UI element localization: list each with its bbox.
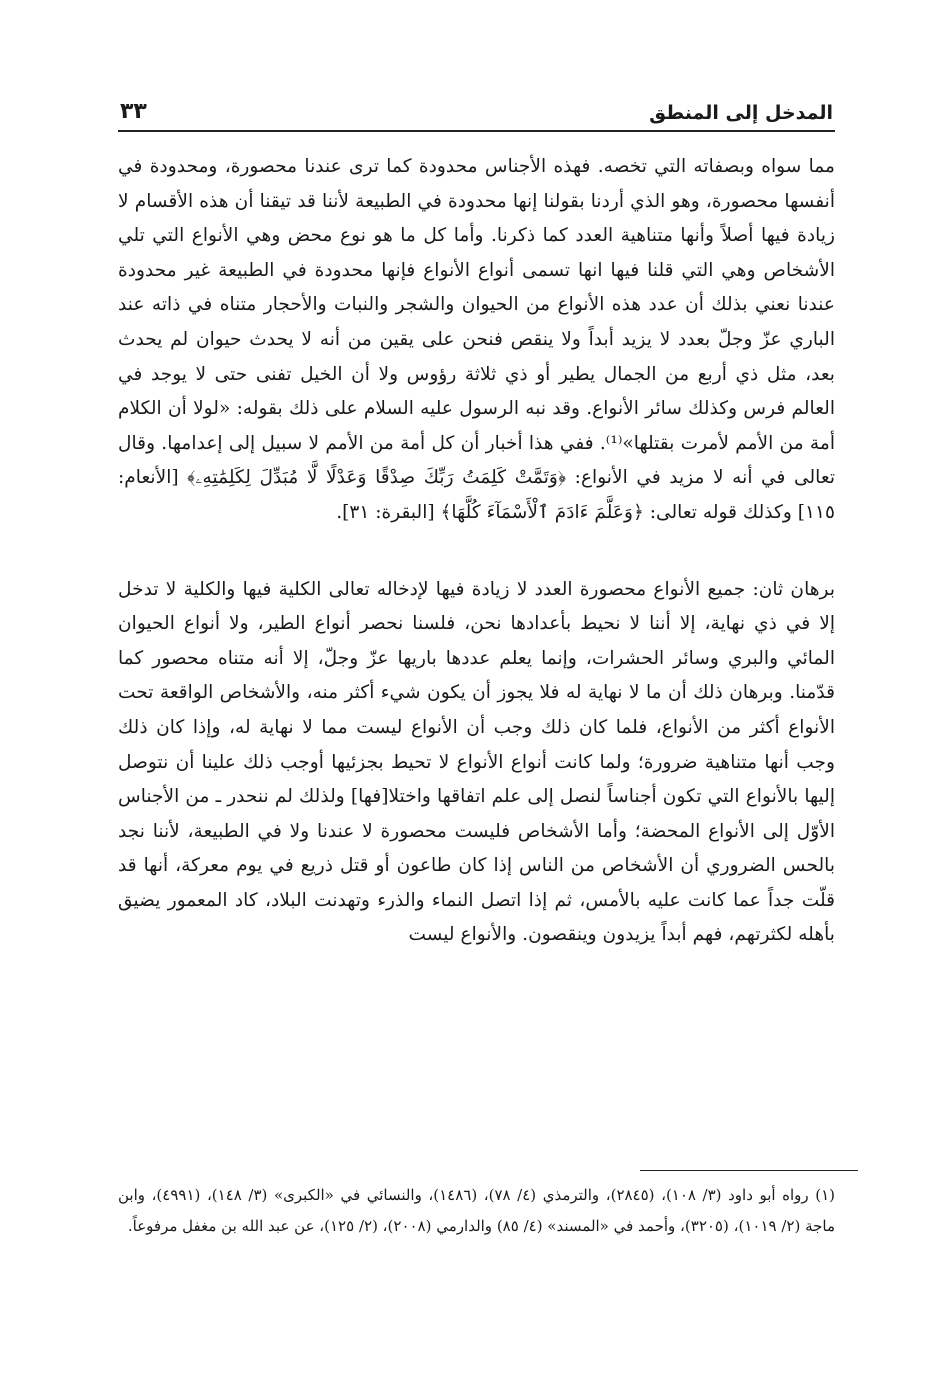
- running-title: المدخل إلى المنطق: [649, 102, 833, 124]
- paragraph-gap: [118, 531, 835, 573]
- paragraph: مما سواه وبصفاته التي تخصه. فهذه الأجناس محدودة كما ترى عندنا محصورة، ومحدودة في أنفسها محصورة، وهو الذي أردنا بقولنا إنها محدودة في الطبيعة لأننا قد تيقنا أن هذه الأقسام لا زيادة فيها أصلاً وأنها متناهية العدد كما ذكرنا. وأما كل ما هو نوع محض وهي الأنواع التي تلي الأشخاص وهي التي قلنا فيها انها تسمى أنواع الأنواع فإنها محدودة في الطبيعة غير محدودة عندنا نعني بذلك أن عدد هذه الأنواع من الحيوان والشجر والنبات والأحجار متناه في ذاته عند الباري عزّ وجلّ بعدد لا يزيد أبداً ولا ينقص فنحن على يقين من أنه لا يحدث حيوان لم يحدث بعد، مثل ذي أربع من الجمال يطير أو ذي ثلاثة رؤوس ولا أن الخيل تفنى حتى لا يوجد في العالم فرس وكذلك سائر الأنواع. وقد نبه الرسول عليه السلام على ذلك بقوله: «لولا أن الكلام أمة من الأمم لأمرت بقتلها»⁽¹⁾. ففي هذا أخبار أن كل أمة من الأمم لا سبيل إلى إعدامها. وقال تعالى في أنه لا مزيد في الأنواع: ﴿وَتَمَّتْ كَلِمَتُ رَبِّكَ صِدْقًا وَعَدْلًا لَّا مُبَدِّلَ لِكَلِمَٰتِهِۦ﴾ [الأنعام: ١١٥] وكذلك قوله تعالى: ﴿وَعَلَّمَ ءَادَمَ ٱلْأَسْمَآءَ كُلَّهَا﴾ [البقرة: ٣١].: [118, 156, 836, 523]
- footnote-divider: [640, 1170, 858, 1171]
- main-text: [118, 150, 835, 953]
- page-number: ٣٣: [120, 99, 147, 124]
- footnote: (١) رواه أبو داود (٣/ ١٠٨)، (٢٨٤٥)، والترمذي (٤/ ٧٨)، (١٤٨٦)، والنسائي في «الكبرى» (٣/ ١٤٨)، (٤٩٩١)، وابن ماجة (٢/ ١٠١٩)، (٣٢٠٥)، وأحمد في «المسند» (٤/ ٨٥) والدارمي (٢٠٠٨)، (٢/ ١٢٥)، عن عبد الله بن مغفل مرفوعاً.: [118, 1186, 835, 1235]
- paragraph: برهان ثان: جميع الأنواع محصورة العدد لا زيادة فيها لإدخاله تعالى الكلية فيها والكلية لا تدخل إلا في ذي نهاية، إلا أننا لا نحيط بأعدادها نحن، فلسنا نحصر أنواع الطير، ولا أنواع الحيوان المائي والبري وسائر الحشرات، وإنما يعلم عددها باريها عزّ وجلّ، إلا أنه متناه محصور كما قدّمنا. وبرهان ذلك أن ما لا نهاية له فلا يجوز أن يكون شيء أكثر منه، والأشخاص الواقعة تحت الأنواع أكثر من الأنواع، فلما كان ذلك وجب أن الأنواع ليست مما لا نهاية له، وإذا كان ذلك وجب أنها متناهية ضرورة؛ ولما كانت أنواع الأنواع لا تحيط بجزئيها أوجب ذلك علينا أن نتوصل إليها بالأنواع التي تكون أجناساً لنصل إلى علم اتفاقها واختلا[فها] ولذلك لم ننحدر ـ من الأجناس الأوّل إلى الأنواع المحضة؛ وأما الأشخاص فليست محصورة لا عندنا ولا في الطبيعة، لأننا نجد بالحس الضروري أن الأشخاص من الناس إذا كان طاعون أو قتل ذريع في يوم معركة، أنها قد قلّت جداً عما كانت عليه بالأمس، ثم إذا اتصل النماء والذرء وتهدنت البلاد، كاد المعمور يضيق بأهله لكثرتهم، فهم أبداً يزيدون وينقصون. والأنواع ليست: [118, 578, 835, 946]
- page-header: [120, 88, 833, 124]
- header-divider: [118, 130, 835, 132]
